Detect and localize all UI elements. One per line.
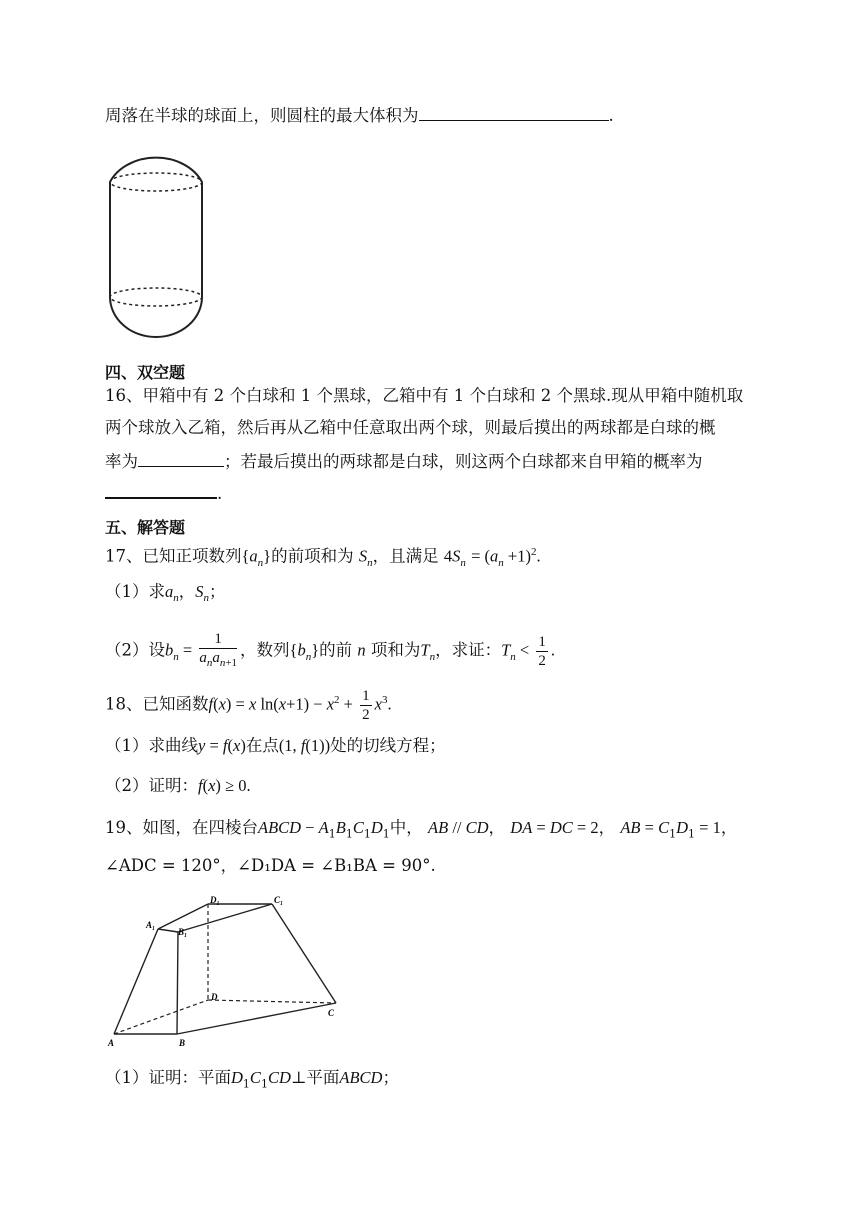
q16-line4: . [105,482,222,506]
label-A: A [108,1038,115,1048]
q16-answer-blank-1 [138,452,224,467]
label-A1: A₁ [146,920,156,930]
q17-b-fraction: $\frac{1}{a_na_{n+1}}$ [199,631,238,669]
q19-stem-line2: ∠ADC = 120°，∠D₁DA = ∠B₁BA = 90°. [105,856,436,875]
q19-part1: （1）证明：平面$D_1C_1CD\perp$平面ABCD； [105,1068,399,1091]
q17-stem: 17、已知正项数列$\{a_n\}$的前项和为 $S_n$，且满足 $4S_n = (a_n +1)^2$. [105,546,541,569]
q15-tail-line: 周落在半球的球面上，则圆柱的最大体积为 . [105,106,614,125]
q16-line2: 两个球放入乙箱，然后再从乙箱中任意取出两个球，则最后摸出的两球都是白球的概 [105,418,716,437]
label-C: C [328,1008,335,1018]
q15-answer-blank [419,106,609,121]
q17-part2: （2）设$b_n$ = $\frac{1}{a_na_{n+1}}$ ，数列$\{b_n\}$的前 n 项和为$T_n$，求证：$T_n$ < $\frac{1}{2}$ . [105,630,555,670]
label-B1: B₁ [178,927,188,937]
q15-text: 周落在半球的球面上，则圆柱的最大体积为 [105,106,419,125]
q17-half-fraction: $\frac{1}{2}$ [538,633,546,669]
q18-stem: 18、已知函数f(x) = x $\ln(x+1) - x^2$ + $\frac{1}{2}$ $x^3$. [105,687,392,723]
label-B: B [179,1038,186,1048]
q18-part2: （2）证明：f(x) ≥ 0. [105,776,251,795]
label-D: D [211,992,218,1002]
frustum-figure [100,892,350,1052]
q19-stem: 19、如图，在四棱台ABCD − $A_1B_1C_1D_1$中， AB // CD， DA = DC = 2， AB = $C_1D_1 = 1$， [105,818,738,841]
q18-half-fraction: $\frac{1}{2}$ [362,687,370,723]
label-D1: D₁ [210,895,220,905]
q18-part1: （1）求曲线y = f(x)在点(1, f(1))处的切线方程； [105,736,446,755]
section-5-heading: 五、解答题 [105,518,186,537]
q17-part1: （1）求$a_n$，$S_n$； [105,582,226,605]
label-C1: C₁ [274,895,284,905]
capsule-figure [100,134,220,346]
q16-line3: 率为 ；若最后摸出的两球都是白球，则这两个白球都来自甲箱的概率为 [105,452,703,471]
q16-answer-blank-2 [105,483,217,499]
section-4-heading: 四、双空题 [105,363,186,382]
q16-line1: 16、甲箱中有 2 个白球和 1 个黑球，乙箱中有 1 个白球和 2 个黑球.现从甲箱中随机取 [105,386,744,405]
